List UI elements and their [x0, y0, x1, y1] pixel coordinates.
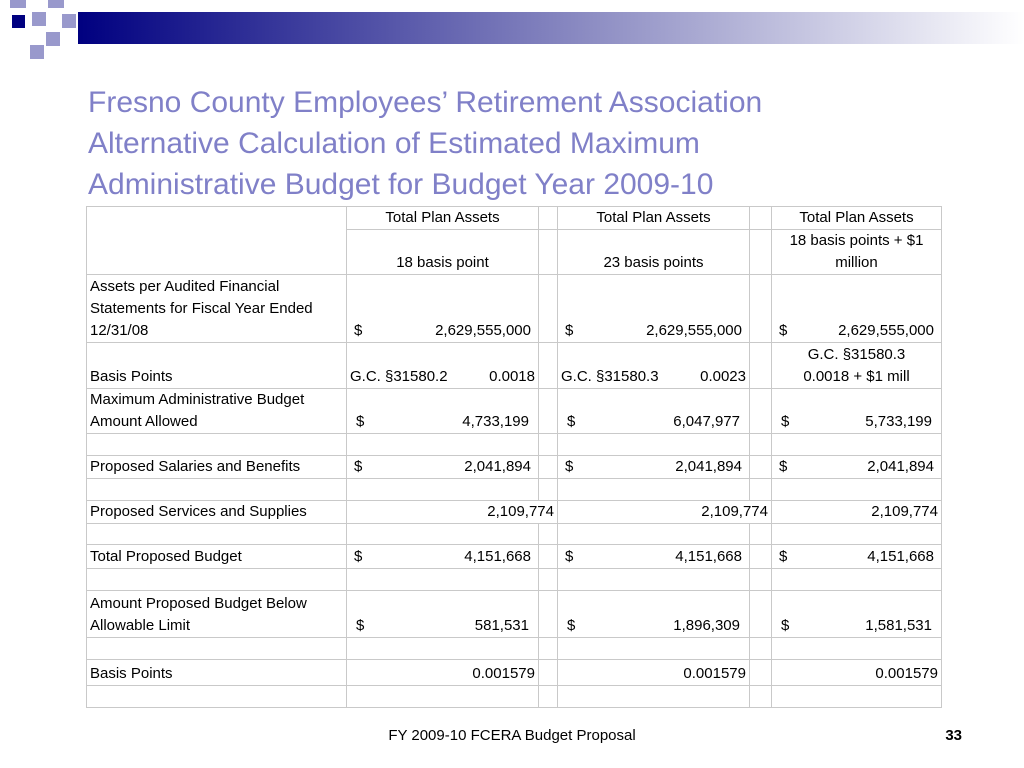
- title-line: Alternative Calculation of Estimated Maximum: [88, 127, 700, 160]
- currency-symbol: $: [779, 548, 788, 565]
- currency-symbol: $: [567, 617, 576, 634]
- page-number: 33: [945, 727, 962, 744]
- amount-cell: [772, 545, 942, 569]
- blank-row: [87, 638, 942, 660]
- currency-symbol: $: [565, 458, 574, 475]
- amount-value: 6,047,977: [673, 413, 740, 430]
- table-row: [87, 660, 942, 686]
- blank-row: [87, 686, 942, 708]
- spacer-cell: [539, 456, 558, 479]
- currency-symbol: $: [565, 548, 574, 565]
- basis-point-cell: [772, 343, 942, 389]
- currency-symbol: $: [781, 413, 790, 430]
- amount-cell: [772, 389, 942, 434]
- row-label: Amount Proposed Budget Below Allowable Limit: [87, 591, 347, 638]
- amount-value: 2,109,774: [772, 501, 942, 524]
- blank-row: [87, 434, 942, 456]
- column-subheader: 18 basis points + $1 million: [772, 230, 942, 275]
- header-blank-cell: [87, 207, 347, 275]
- amount-value: 0.001579: [772, 660, 942, 686]
- spacer-cell: [539, 230, 558, 275]
- title-line: Administrative Budget for Budget Year 2009-10: [88, 168, 714, 201]
- currency-symbol: $: [779, 458, 788, 475]
- amount-cell: [558, 545, 750, 569]
- table-row: [87, 275, 942, 343]
- spacer-cell: [539, 275, 558, 343]
- amount-value: 2,629,555,000: [646, 322, 742, 339]
- amount-value: 4,151,668: [675, 548, 742, 565]
- amount-value: 2,041,894: [867, 458, 934, 475]
- currency-symbol: $: [354, 322, 363, 339]
- spacer-cell: [750, 230, 772, 275]
- amount-cell: [347, 456, 539, 479]
- basis-point-cell: [347, 343, 539, 389]
- currency-symbol: $: [356, 617, 365, 634]
- blank-row: [87, 479, 942, 501]
- slide-footer: FY 2009-10 FCERA Budget Proposal: [388, 727, 636, 744]
- spacer-cell: [539, 207, 558, 230]
- amount-cell: [558, 456, 750, 479]
- amount-value: 2,109,774: [347, 501, 558, 524]
- amount-cell: [347, 275, 539, 343]
- row-label: Proposed Salaries and Benefits: [87, 456, 347, 479]
- amount-cell: [347, 545, 539, 569]
- row-label: Maximum Administrative Budget Amount Allowed: [87, 389, 347, 434]
- currency-symbol: $: [779, 322, 788, 339]
- row-label: Basis Points: [87, 660, 347, 686]
- row-label: Assets per Audited Financial Statements for Fiscal Year Ended 12/31/08: [87, 275, 347, 343]
- table-row: [87, 389, 942, 434]
- code-reference: G.C. §31580.2: [350, 368, 448, 385]
- amount-value: 4,151,668: [867, 548, 934, 565]
- amount-cell: [558, 389, 750, 434]
- table-row: [87, 501, 942, 524]
- amount-value: 2,109,774: [558, 501, 772, 524]
- currency-symbol: $: [354, 458, 363, 475]
- currency-symbol: $: [354, 548, 363, 565]
- table-row: [87, 343, 942, 389]
- rate-value: 0.0018: [489, 368, 535, 385]
- amount-value: 4,733,199: [462, 413, 529, 430]
- currency-symbol: $: [567, 413, 576, 430]
- blank-row: [87, 524, 942, 545]
- column-subheader: 23 basis points: [558, 230, 750, 275]
- amount-cell: [772, 275, 942, 343]
- spacer-cell: [750, 343, 772, 389]
- amount-value: 0.001579: [558, 660, 750, 686]
- column-header: Total Plan Assets: [347, 207, 539, 230]
- spacer-cell: [539, 343, 558, 389]
- slide-title: [88, 82, 988, 205]
- spacer-cell: [750, 207, 772, 230]
- amount-value: 0.001579: [347, 660, 539, 686]
- spacer-cell: [539, 545, 558, 569]
- amount-cell: [772, 591, 942, 638]
- amount-value: 5,733,199: [865, 413, 932, 430]
- spacer-cell: [750, 456, 772, 479]
- column-header: Total Plan Assets: [772, 207, 942, 230]
- spacer-cell: [539, 389, 558, 434]
- amount-cell: [772, 456, 942, 479]
- amount-value: 2,629,555,000: [838, 322, 934, 339]
- code-reference: G.C. §31580.3: [807, 346, 906, 363]
- rate-value: 0.0018 + $1 mill: [803, 368, 910, 385]
- column-header: Total Plan Assets: [558, 207, 750, 230]
- currency-symbol: $: [565, 322, 574, 339]
- title-line: Fresno County Employees’ Retirement Association: [88, 86, 763, 119]
- spacer-cell: [750, 545, 772, 569]
- row-label: Basis Points: [87, 343, 347, 389]
- amount-cell: [347, 389, 539, 434]
- row-label: Total Proposed Budget: [87, 545, 347, 569]
- amount-value: 581,531: [474, 617, 529, 634]
- row-label: Proposed Services and Supplies: [87, 501, 347, 524]
- amount-value: 4,151,668: [464, 548, 531, 565]
- spacer-cell: [539, 591, 558, 638]
- budget-table: [86, 206, 942, 708]
- amount-cell: [558, 591, 750, 638]
- table-row: [87, 545, 942, 569]
- code-reference: G.C. §31580.3: [561, 368, 659, 385]
- basis-point-cell: [558, 343, 750, 389]
- amount-value: 2,041,894: [464, 458, 531, 475]
- header-decoration: [0, 0, 1024, 60]
- amount-value: 2,629,555,000: [435, 322, 531, 339]
- spacer-cell: [750, 389, 772, 434]
- currency-symbol: $: [781, 617, 790, 634]
- amount-cell: [347, 591, 539, 638]
- table-row: [87, 591, 942, 638]
- amount-cell: [558, 275, 750, 343]
- table-header-row: [87, 207, 942, 230]
- amount-value: 1,896,309: [673, 617, 740, 634]
- spacer-cell: [750, 275, 772, 343]
- amount-value: 1,581,531: [865, 617, 932, 634]
- amount-value: 2,041,894: [675, 458, 742, 475]
- rate-value: 0.0023: [700, 368, 746, 385]
- spacer-cell: [750, 660, 772, 686]
- table-row: [87, 456, 942, 479]
- blank-row: [87, 569, 942, 591]
- spacer-cell: [750, 591, 772, 638]
- currency-symbol: $: [356, 413, 365, 430]
- spacer-cell: [539, 660, 558, 686]
- column-subheader: 18 basis point: [347, 230, 539, 275]
